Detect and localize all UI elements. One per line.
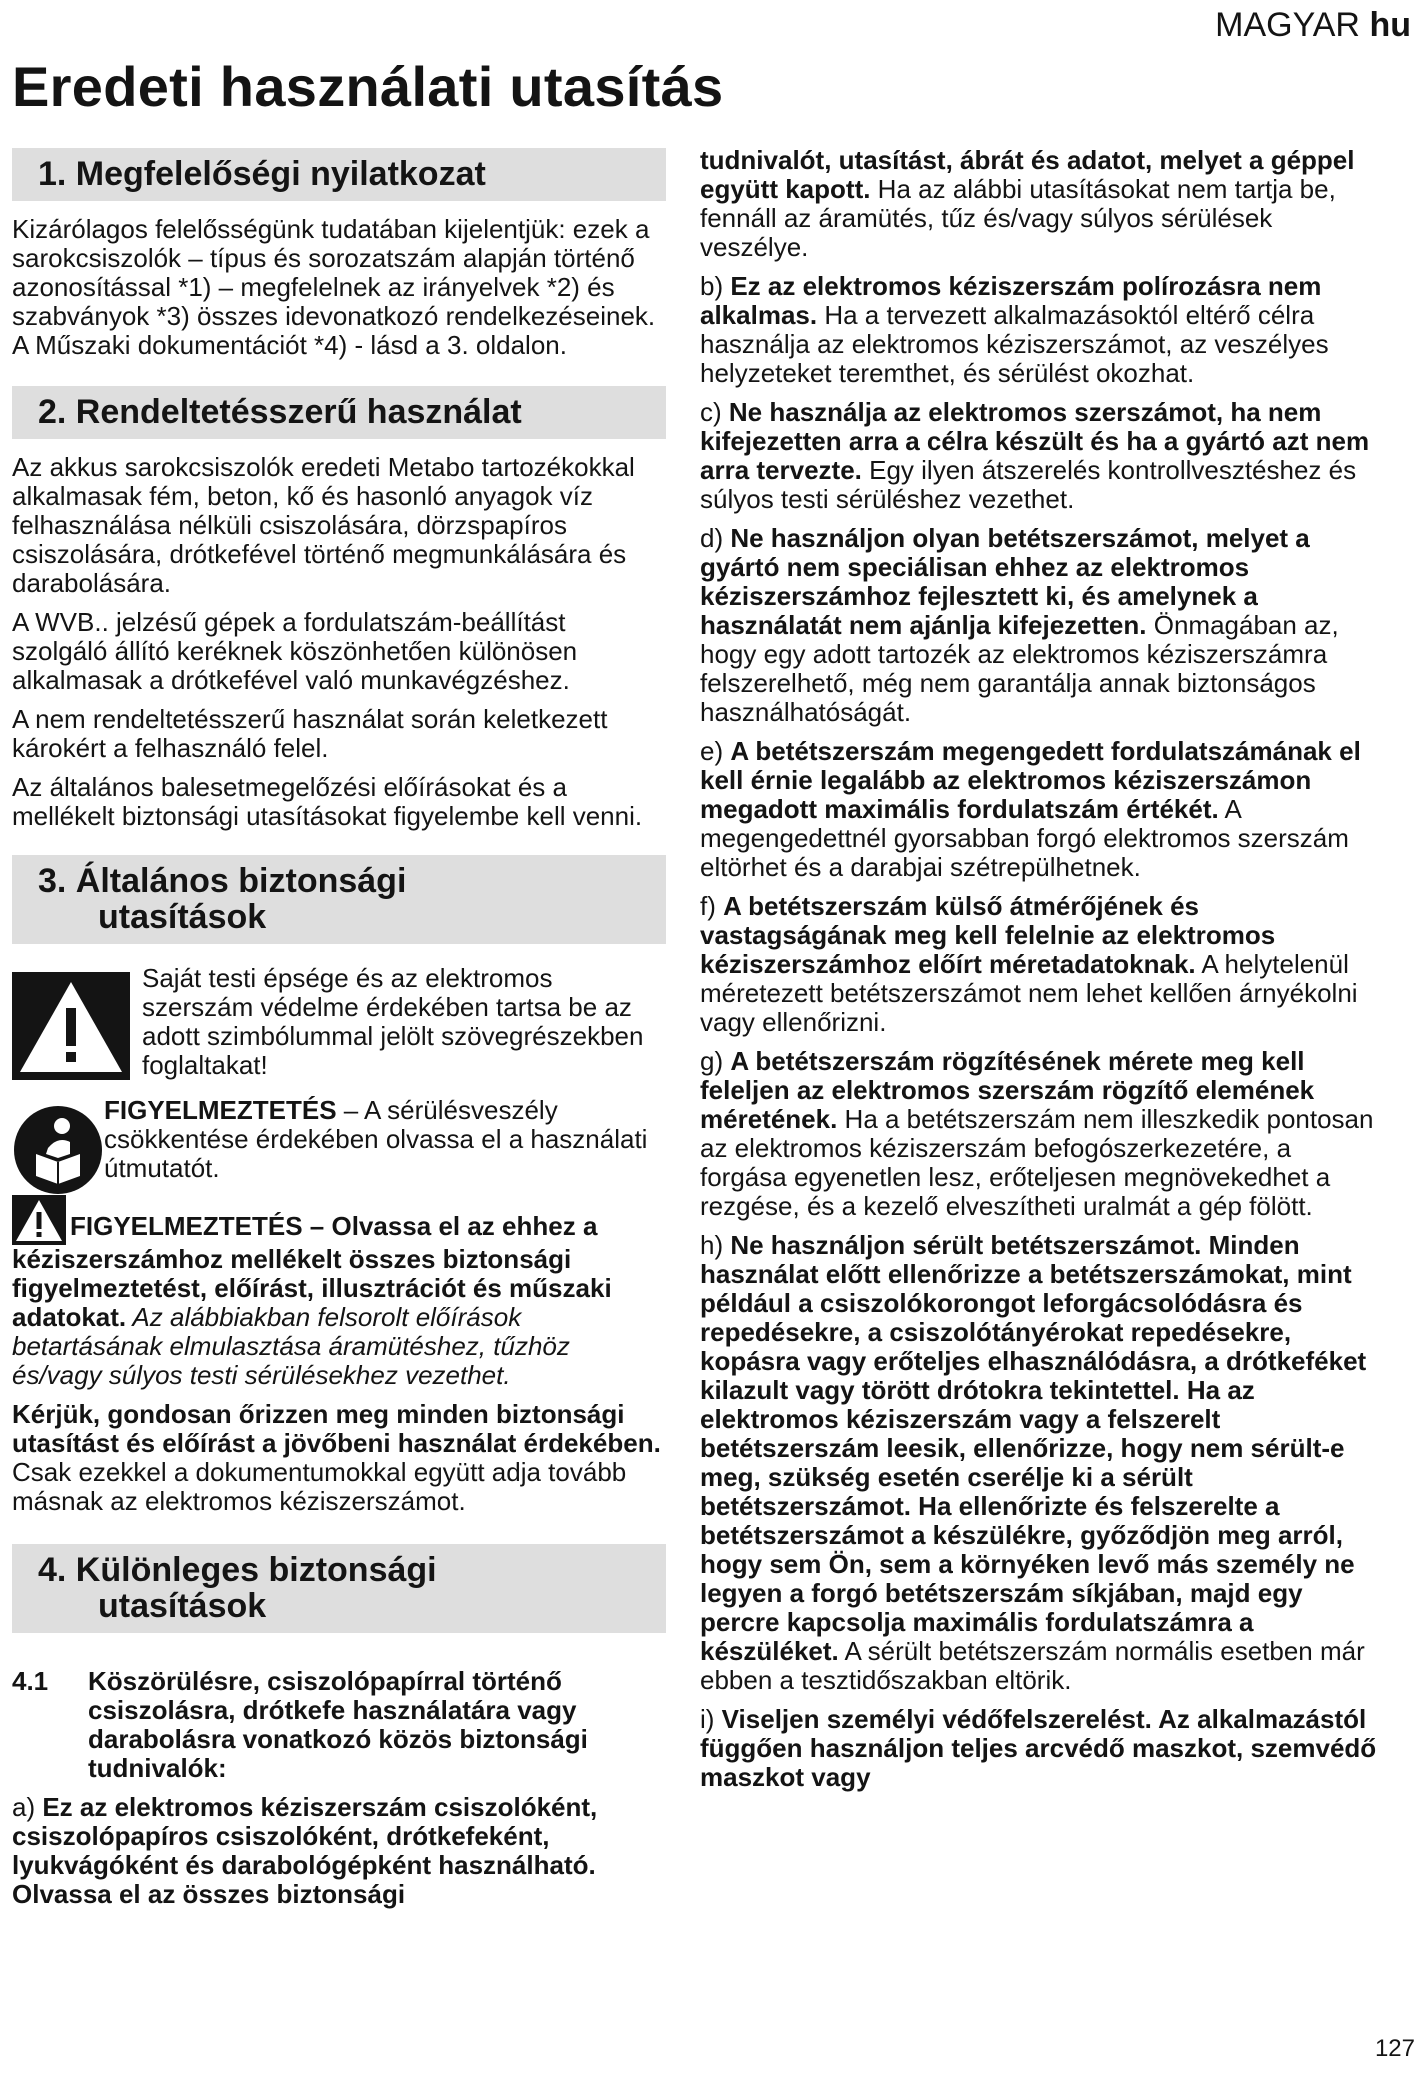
page-number: 127	[1374, 2035, 1415, 2062]
item-c-paragraph: c) Ne használja az elektromos szerszámot, ha nem kifejezetten arra a célra készült és ha a gyártó azt nem arra tervezte. Egy ilyen átszerelés kontrollvesztéshez és súlyos testi sérüléshez vezethet.	[700, 397, 1370, 514]
item-d-paragraph: d) Ne használjon olyan betétszerszámot, melyet a gyártó nem speciálisan ehhez az elektromos kéziszerszámhoz fejlesztett ki, és amelynek a használatát nem ajánlja kifejezetten. Önmagában az, hogy egy adott tartozék az elektromos kéziszerszámra felszerelhető, még nem garantálja annak biztonságos használhatóságát.	[700, 523, 1339, 727]
subsection-number: 4.1	[12, 1666, 49, 1696]
item-b-paragraph: b) Ez az elektromos kéziszerszám polírozásra nem alkalmas. Ha a tervezett alkalmazásoktól eltérő célra használja az elektromos kéziszerszámot, az veszélyes helyzeteket teremthet, és sérülést okozhat.	[700, 271, 1329, 388]
item-e-paragraph: e) A betétszerszám megengedett fordulatszámának el kell érnie legalább az elektromos kéziszerszámon megadott maximális fordulatszám értékét. A megengedettnél gyorsabban forgó elektromos szerszám eltörhet és a darabjai szétrepülhetnek.	[700, 736, 1361, 882]
read-manual-block	[12, 1096, 666, 1183]
page-title: Eredeti használati utasítás	[12, 55, 724, 118]
section-3-heading-line-2: utasítások	[98, 898, 267, 936]
section-4-heading	[12, 1544, 666, 1633]
warning-symbol-text: Saját testi épsége és az elektromos szerszám védelme érdekében tartsa be az adott szimbólummal jelölt szövegrészekben foglaltakat!	[142, 963, 644, 1080]
section-2-heading: 2. Rendeltetésszerű használat	[12, 386, 666, 439]
item-h-paragraph: h) Ne használjon sérült betétszerszámot. Minden használat előtt ellenőrizze a betétszerszámokat, mint például a csiszolókorongot leforgácsolódásra és repedésekre, a csiszolótányérokat repedésekre, kopásra vagy erőteljes elhasználódásra, a drótkeféket kilazult vagy törött drótokra tekintettel. Ha az elektromos kéziszerszám vagy a felszerelt betétszerszám leesik, ellenőrizze, hogy nem sérült-e meg, szükség esetén cserélje ki a sérült betétszerszámot. Ha ellenőrizte és felszerelte a betétszerszámot a készülékre, győződjön meg arról, hogy sem Ön, sem a környéken levő más személy ne legyen a forgó betétszerszám síkjában, majd egy percre kapcsolja maximális fordulatszámra a készüléket. A sérült betétszerszám normális esetben már ebben a tesztidőszakban eltörik.	[700, 1230, 1367, 1695]
section-4-heading-line-1: 4. Különleges biztonsági	[38, 1551, 437, 1589]
right-column	[700, 146, 1380, 1802]
section-3-heading	[12, 855, 666, 944]
item-f-paragraph: f) A betétszerszám külső átmérőjének és vastagságának meg kell felelnie az elektromos kéziszerszámhoz előírt méretadatoknak. A helytelenül méretezett betétszerszámot nem lehet kellően árnyékolni vagy ellenőrizni.	[700, 891, 1358, 1037]
left-column	[12, 148, 666, 1919]
section-1-text: Kizárólagos felelősségünk tudatában kijelentjük: ezek a sarokcsiszolók – típus és sorozatszám alapján történő azonosítással *1) – megfelelnek az irányelvek *2) és szabványok *3) összes idevonatkozó rendelkezéseinek. A Műszaki dokumentációt *4) - lásd a 3. oldalon.	[12, 214, 656, 360]
read-manual-label: FIGYELMEZTETÉS	[104, 1095, 337, 1125]
language-word: MAGYAR	[1215, 6, 1360, 44]
section-2-paragraph-1: Az akkus sarokcsiszolók eredeti Metabo tartozékokkal alkalmasak fém, beton, kő és hasonló anyagok víz felhasználása nélküli csiszolására, dörzspapíros csiszolására, drótkefével történő megmunkálására és darabolására.	[12, 452, 635, 598]
read-manual-text: FIGYELMEZTETÉS – A sérülésveszély csökkentése érdekében olvassa el a használati útmutatót.	[104, 1095, 648, 1183]
subsection-4-1-heading: 4.1 Köszörülésre, csiszolópapírral történő csiszolásra, drótkefe használatára vagy darabolásra vonatkozó közös biztonsági tudnivalók:	[12, 1666, 588, 1783]
item-a-paragraph: a) Ez az elektromos kéziszerszám csiszolóként, csiszolópapíros csiszolóként, drótkefeként, lyukvágóként és darabológépként használható. Olvassa el az összes biztonsági	[12, 1792, 598, 1909]
section-1-heading: 1. Megfelelőségi nyilatkozat	[12, 148, 666, 201]
section-4-heading-line-2: utasítások	[98, 1587, 267, 1625]
read-manual-icon	[12, 1104, 104, 1196]
general-warning-paragraph: FIGYELMEZTETÉS – Olvassa el az ehhez a kéziszerszámhoz mellékelt összes biztonsági figyelmeztetést, előírást, illusztrációt és műszaki adatokat. Az alábbiakban felsorolt előírások betartásának elmulasztása áramütéshez, tűzhöz és/vagy súlyos testi sérülésekhez vezethet.	[12, 1195, 666, 1390]
small-warning-triangle-icon	[12, 1195, 66, 1245]
keep-instructions-paragraph: Kérjük, gondosan őrizzen meg minden biztonsági utasítást és előírást a jövőbeni használat érdekében. Csak ezekkel a dokumentumokkal együtt adja tovább másnak az elektromos kéziszerszámot.	[12, 1399, 661, 1516]
section-2-paragraph-4: Az általános balesetmegelőzési előírásokat és a mellékelt biztonsági utasításokat figyelembe kell venni.	[12, 772, 643, 831]
language-code: hu	[1369, 6, 1411, 44]
item-g-paragraph: g) A betétszerszám rögzítésének mérete meg kell feleljen az elektromos szerszám rögzítő elemének méretének. Ha a betétszerszám nem illeszkedik pontosan az elektromos kéziszerszám befogószerkezetére, a forgása egyenetlen lesz, erőteljesen megnövekedhet a rezgése, és a kezelő elveszítheti uralmát a gép fölött.	[700, 1046, 1374, 1221]
warning-symbol-block	[12, 962, 666, 1082]
page-language-label	[1215, 6, 1411, 45]
warning-triangle-icon	[12, 972, 130, 1080]
item-i-paragraph: i) Viseljen személyi védőfelszerelést. Az alkalmazástól függően használjon teljes arcvédő maszkot, szemvédő maszkot vagy	[700, 1704, 1377, 1792]
section-3-heading-line-1: 3. Általános biztonsági	[38, 862, 407, 900]
item-a-continuation: tudnivalót, utasítást, ábrát és adatot, melyet a géppel együtt kapott. Ha az alábbi utasításokat nem tartja be, fennáll az áramütés, tűz és/vagy súlyos sérülések veszélye.	[700, 145, 1355, 262]
section-2-paragraph-2: A WVB.. jelzésű gépek a fordulatszám-beállítást szolgáló állító keréknek köszönhetően különösen alkalmasak a drótkefével való munkavégzéshez.	[12, 607, 578, 695]
section-2-paragraph-3: A nem rendeltetésszerű használat során keletkezett károkért a felhasználó felel.	[12, 704, 608, 763]
